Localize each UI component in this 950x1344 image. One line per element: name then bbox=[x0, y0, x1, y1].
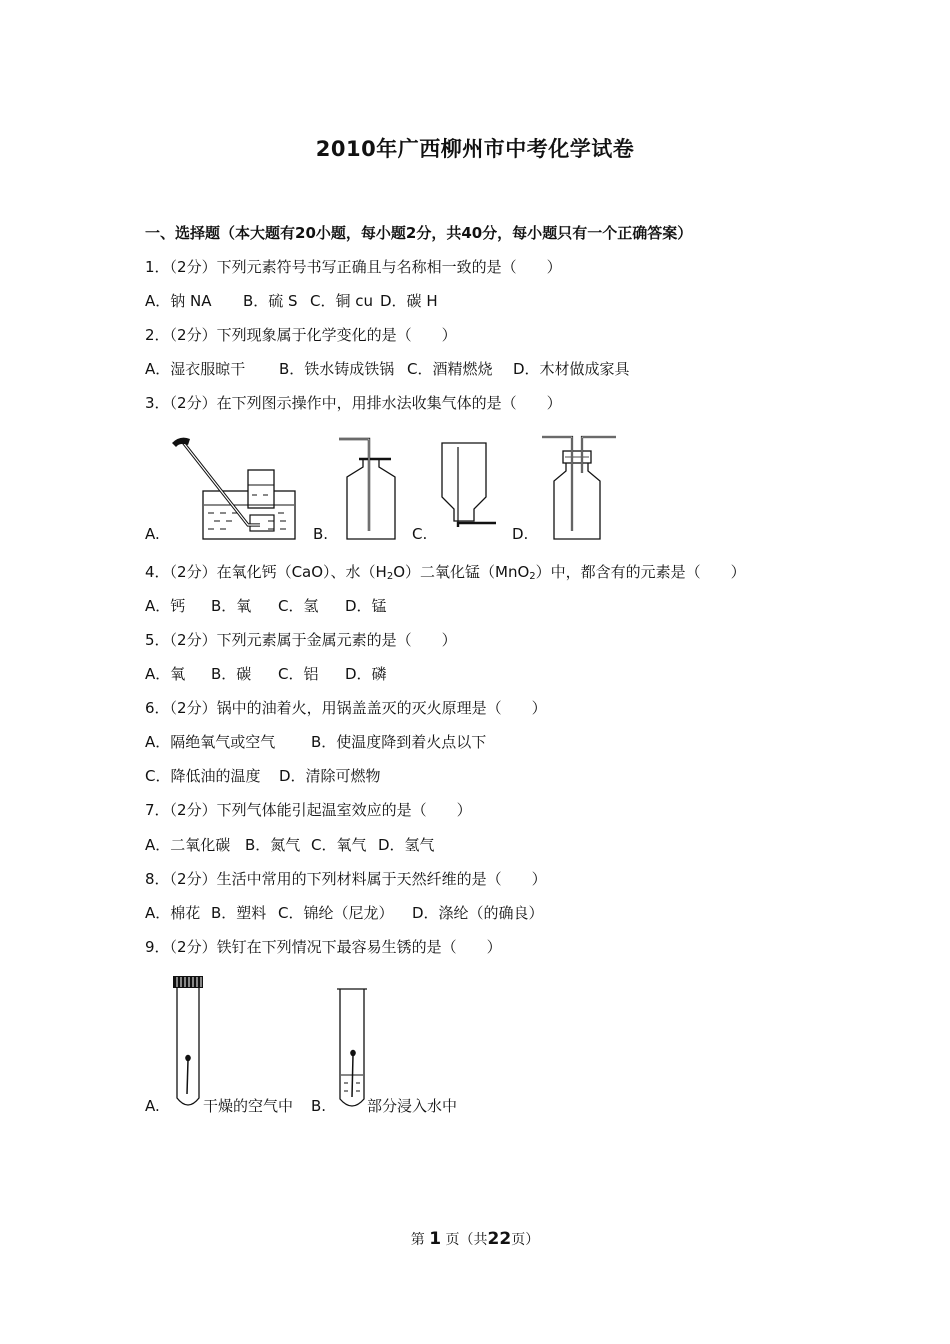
question-4-stem: 4．（2分）在氧化钙（CaO）、水$(H_2O)$二氧化锰（MnO$_2$）中，都含有的元素是（ ） bbox=[145, 563, 746, 582]
page-total: 22 bbox=[487, 1229, 512, 1249]
q3-option-b[interactable]: B. bbox=[313, 525, 329, 543]
q6-option-b[interactable]: B．使温度降到着火点以下 bbox=[311, 733, 487, 751]
q8-option-a[interactable]: A．棉花 bbox=[145, 904, 201, 922]
question-6-stem: 6．（2分）锅中的油着火，用锅盖盖灭的灭火原理是（ ） bbox=[145, 699, 547, 717]
q6-option-a[interactable]: A．隔绝氧气或空气 bbox=[145, 733, 276, 751]
q8-option-c[interactable]: C．锦纶（尼龙） bbox=[278, 904, 394, 922]
q9-option-b[interactable]: B. bbox=[311, 1097, 327, 1115]
q8-option-d[interactable]: D．涤纶（的确良） bbox=[412, 904, 544, 922]
q9-option-a[interactable]: A. bbox=[145, 1097, 160, 1115]
q2-option-b[interactable]: B．铁水铸成铁锅 bbox=[279, 360, 395, 378]
q7-option-d[interactable]: D．氢气 bbox=[378, 836, 435, 854]
q9-option-a-text: 干燥的空气中 bbox=[203, 1097, 294, 1115]
q3-figure-d-stoppered-bottle bbox=[536, 433, 621, 543]
q4-option-a[interactable]: A．钙 bbox=[145, 597, 186, 615]
q1-option-b[interactable]: B．硫 S bbox=[243, 292, 298, 310]
question-3-stem: 3．（2分）在下列图示操作中，用排水法收集气体的是（ ） bbox=[145, 394, 562, 412]
q4-option-c[interactable]: C．氢 bbox=[278, 597, 319, 615]
q3-figure-a-water-trough bbox=[168, 433, 303, 545]
q7-option-a[interactable]: A．二氧化碳 bbox=[145, 836, 231, 854]
question-8-stem: 8．（2分）生活中常用的下列材料属于天然纤维的是（ ） bbox=[145, 870, 547, 888]
q9-option-b-text: 部分浸入水中 bbox=[367, 1097, 458, 1115]
q3-option-c[interactable]: C. bbox=[412, 525, 428, 543]
page-title: 2010年广西柳州市中考化学试卷 bbox=[315, 137, 635, 161]
question-2-stem: 2．（2分）下列现象属于化学变化的是（ ） bbox=[145, 326, 457, 344]
q8-option-b[interactable]: B．塑料 bbox=[211, 904, 267, 922]
q7-option-c[interactable]: C．氧气 bbox=[311, 836, 367, 854]
q3-figure-b-gas-bottle bbox=[333, 435, 403, 543]
q9-figure-b-water-tube bbox=[335, 985, 371, 1113]
q5-option-b[interactable]: B．碳 bbox=[211, 665, 252, 683]
page-number: 1 bbox=[429, 1229, 442, 1249]
question-7-stem: 7．（2分）下列气体能引起温室效应的是（ ） bbox=[145, 801, 472, 819]
section-heading: 一、选择题（本大题有20小题，每小题2分，共40分，每小题只有一个正确答案） bbox=[145, 224, 693, 242]
q9-figure-a-sealed-tube bbox=[170, 972, 210, 1114]
q3-option-a[interactable]: A. bbox=[145, 525, 160, 543]
q2-option-a[interactable]: A．湿衣服晾干 bbox=[145, 360, 246, 378]
q5-option-d[interactable]: D．磷 bbox=[345, 665, 387, 683]
q2-option-d[interactable]: D．木材做成家具 bbox=[513, 360, 630, 378]
page-footer: 第 1 页（共22页） bbox=[410, 1229, 540, 1249]
question-5-stem: 5．（2分）下列元素属于金属元素的是（ ） bbox=[145, 631, 457, 649]
q1-option-c[interactable]: C．铜 cu bbox=[310, 292, 373, 310]
q1-option-a[interactable]: A．钠 NA bbox=[145, 292, 212, 310]
question-1-stem: 1．（2分）下列元素符号书写正确且与名称相一致的是（ ） bbox=[145, 258, 562, 276]
q7-option-b[interactable]: B．氮气 bbox=[245, 836, 301, 854]
q2-option-c[interactable]: C．酒精燃烧 bbox=[407, 360, 493, 378]
q3-figure-c-inverted-bottle bbox=[432, 435, 502, 535]
q4-option-b[interactable]: B．氧 bbox=[211, 597, 252, 615]
q3-option-d[interactable]: D. bbox=[512, 525, 529, 543]
q6-option-d[interactable]: D．清除可燃物 bbox=[279, 767, 381, 785]
q5-option-a[interactable]: A．氧 bbox=[145, 665, 186, 683]
q5-option-c[interactable]: C．铝 bbox=[278, 665, 319, 683]
q4-option-d[interactable]: D．锰 bbox=[345, 597, 387, 615]
q6-option-c[interactable]: C．降低油的温度 bbox=[145, 767, 261, 785]
q1-option-d[interactable]: D．碳 H bbox=[380, 292, 438, 310]
question-9-stem: 9．（2分）铁钉在下列情况下最容易生锈的是（ ） bbox=[145, 938, 502, 956]
